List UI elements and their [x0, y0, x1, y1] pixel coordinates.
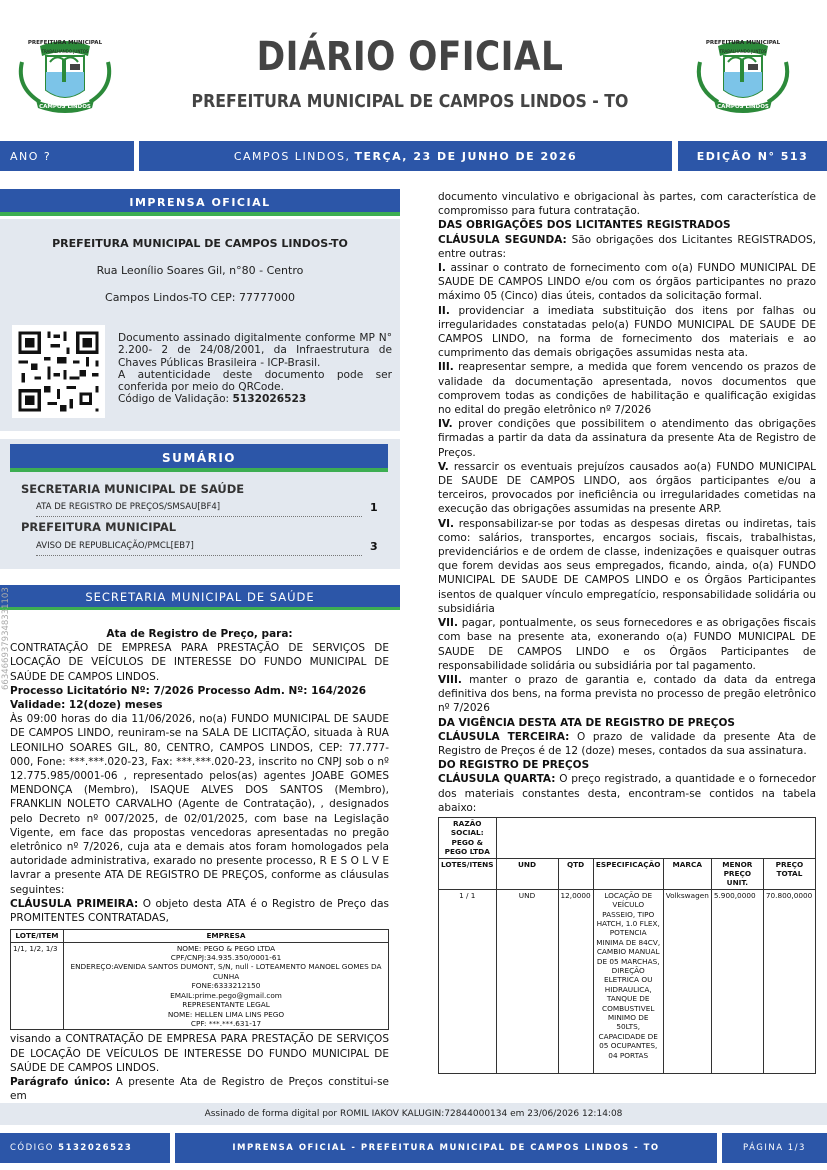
imprensa-address: Rua Leonílio Soares Gil, n°80 - Centro — [96, 264, 304, 277]
auth-text: A autenticidade deste documento pode ser conferida por meio do QRCode. — [118, 368, 392, 394]
section-header: SECRETARIA MUNICIPAL DE SAÚDE — [0, 585, 400, 610]
company-table — [10, 929, 389, 1030]
table-header: MARCA — [663, 858, 711, 889]
year-label: ANO ? — [0, 141, 134, 171]
table-cell: 1 / 1 — [439, 889, 497, 1073]
table-cell: 70.800,0000 — [763, 889, 815, 1073]
obligation-item: V. ressarcir os eventuais prejuízos causados ao(a) FUNDO MUNICIPAL DE SAUDE DE CAMPOS LINDO, aos órgãos participantes e/ou a terceiros, provocados por ineficiência ou irregularidades cometidas na execução das obrigações assumidas na presente ARP. — [438, 460, 816, 516]
summary-item[interactable]: AVISO DE REPUBLICAÇÃO/PMCL[EB7] — [36, 541, 362, 556]
footer-code: CÓDIGO 5132026523 — [0, 1133, 170, 1163]
signed-text: Documento assinado digitalmente conforme MP N° 2.200- 2 de 24/08/2001, da Infraestrutura de Chaves Públicas Brasileira - ICP-Brasil. — [118, 332, 392, 369]
table-header: LOTES/ITENS — [439, 858, 497, 889]
svg-text:TRABALHANDO JUNTOS: TRABALHANDO JUNTOS — [41, 49, 89, 54]
side-document-code: 6634669379348331103 — [1, 587, 11, 690]
svg-text:PREFEITURA MUNICIPAL: PREFEITURA MUNICIPAL — [27, 40, 103, 46]
paragraph-unico: Parágrafo único: A presente Ata de Registro de Preços constitui-se em — [10, 1075, 390, 1103]
lot-cell: 1/1, 1/2, 1/3 — [11, 942, 64, 1030]
summary-header: SUMÁRIO — [10, 444, 388, 472]
clause-3: CLÁUSULA TERCEIRA: O prazo de validade da presente Ata de Registro de Preços é de 12 (doze) meses, contados da sua assinatura. — [438, 730, 816, 757]
svg-text:TRABALHANDO JUNTOS: TRABALHANDO JUNTOS — [719, 49, 767, 54]
clause-1: CLÁUSULA PRIMEIRA: O objeto desta ATA é o Registro de Preço das PROMITENTES CONTRATADAS, — [10, 897, 390, 925]
validation-code: Código de Validação: 5132026523 — [118, 393, 307, 406]
summary-section-title: SECRETARIA MUNICIPAL DE SAÚDE — [21, 482, 245, 496]
table-row — [439, 889, 816, 1073]
digital-signature-line: Assinado de forma digital por ROMIL IAKOV KALUGIN:72844000134 em 23/06/2026 12:14:08 — [0, 1103, 827, 1125]
obligation-item: VIII. manter o prazo de garantia e, contado da data da entrega definitiva dos bens, na forma prevista no processo de pregão eletrônico nº 7/2026 — [438, 673, 816, 715]
table-header: MENOR PREÇO UNIT. — [711, 858, 763, 889]
imprensa-panel — [0, 189, 400, 431]
obligation-item: III. reapresentar sempre, a medida que forem vencendo os prazos de validade da documentação apresentada, novos documentos que comprovem todas as condições de habilitação e qualificação exigidas no edital do pregão eletrônico nº 7/2026 — [438, 361, 816, 417]
ata-object: CONTRATAÇÃO DE EMPRESA PARA PRESTAÇÃO DE SERVIÇOS DE LOCAÇÃO DE VEÍCULOS DE INTERESSE DO FUNDO MUNICIPAL DE SAÚDE DE CAMPOS LINDOS. — [10, 642, 389, 683]
clause-4: CLÁUSULA QUARTA: O preço registrado, a quantidade e o fornecedor dos materiais constantes desta, encontram-se contidos na tabela abaixo: — [438, 773, 816, 814]
imprensa-header: IMPRENSA OFICIAL — [0, 189, 400, 216]
table-cell: Volkswagen — [663, 889, 711, 1073]
imprensa-city: Campos Lindos-TO CEP: 77777000 — [105, 291, 295, 304]
table-header: UND — [496, 858, 558, 889]
table-blank — [496, 817, 815, 858]
table-header: ESPECIFICAÇÃO — [593, 858, 663, 889]
svg-text:CAMPOS LINDOS: CAMPOS LINDOS — [39, 104, 91, 110]
table-cell: LOCAÇÃO DE VEÍCULO PASSEIO, TIPO HATCH, 1.0 FLEX, POTENCIA MINIMA DE 84CV, CAMBIO MANUAL DE 05 MARCHAS, DIREÇÃO ELETRICA OU HIDRAULICA, TANQUE DE COMBUSTIVEL MINIMO DE 50LTS, CAPACIDADE DE 05 OCUPANTES, 04 PORTAS — [593, 889, 663, 1073]
masthead-subtitle: PREFEITURA MUNICIPAL DE CAMPOS LINDOS - TO — [191, 92, 629, 112]
municipal-seal-right — [688, 32, 798, 114]
razao-social-cell: RAZÃO SOCIAL: PEGO & PEGO LTDA — [439, 817, 497, 858]
edition-date — [139, 141, 672, 171]
clause-2: CLÁUSULA SEGUNDA: São obrigações dos Licitantes REGISTRADOS, entre outras: — [438, 233, 816, 260]
table-header: PREÇO TOTAL — [763, 858, 815, 889]
masthead-title: DIÁRIO OFICIAL — [256, 34, 564, 80]
footer-page: PÁGINA 1/3 — [722, 1133, 827, 1163]
process-number: Processo Licitatório Nº: 7/2026 Processo Adm. Nº: 164/2026 — [10, 684, 367, 697]
obligation-item: I. assinar o contrato de fornecimento com o(a) FUNDO MUNICIPAL DE SAUDE DE CAMPOS LINDO e/ou com os órgãos participantes no prazo máximo 05 (Cinco) dias úteis, contados da solicitação formal. — [438, 262, 816, 303]
summary-page: 3 — [370, 540, 378, 553]
obligation-item: IV. prover condições que possibilitem o atendimento das obrigações firmadas a partir da data da assinatura da presente Ata de Registro de Preços. — [438, 418, 816, 459]
right-column — [438, 190, 816, 1074]
obligations-heading: DAS OBRIGAÇÕES DOS LICITANTES REGISTRADOS — [438, 219, 731, 232]
summary-panel — [0, 439, 400, 569]
summary-item[interactable]: ATA DE REGISTRO DE PREÇOS/SMSAU[BF4] — [36, 502, 362, 517]
validity: Validade: 12(doze) meses — [10, 699, 163, 712]
summary-section-title: PREFEITURA MUNICIPAL — [21, 520, 177, 534]
edition-number: EDIÇÃO N° 513 — [678, 141, 827, 171]
company-cell: NOME: PEGO & PEGO LTDA CPF/CNPJ:34.935.350/0001-61 ENDEREÇO:AVENIDA SANTOS DUMONT, S/N, null - LOTEAMENTO MANOEL GOMES DA CUNHA FONE:6333212150 EMAIL:prime.pego@gmail.com REPRESENTANTE LEGAL NOME: HELLEN LIMA LINS PEGO CPF: ***.***.631-17 — [64, 942, 389, 1030]
after-table-text: visando a CONTRATAÇÃO DE EMPRESA PARA PRESTAÇÃO DE SERVIÇOS DE LOCAÇÃO DE VEÍCULOS DE INTERESSE DO FUNDO MUNICIPAL DE SAÚDE DE CAMPOS LINDOS. — [10, 1033, 389, 1074]
signature-notice — [118, 332, 392, 406]
date-label: TERÇA, 23 DE JUNHO DE 2026 — [354, 149, 578, 163]
table-cell: 5.900,0000 — [711, 889, 763, 1073]
table-cell: 12,0000 — [558, 889, 593, 1073]
footer-title: IMPRENSA OFICIAL - PREFEITURA MUNICIPAL DE CAMPOS LINDOS - TO — [175, 1133, 717, 1163]
imprensa-org: PREFEITURA MUNICIPAL DE CAMPOS LINDOS-TO — [52, 237, 348, 250]
obligation-item: II. providenciar a imediata substituição dos itens por falhas ou irregularidades constatadas pelo(a) FUNDO MUNICIPAL DE SAUDE DE CAMPOS LINDO, na forma de fornecimento dos materiais e ao cumprimento das demais obrigações assumidas nesta ata. — [438, 304, 816, 360]
price-table — [438, 817, 816, 1074]
price-registry-heading: DO REGISTRO DE PREÇOS — [438, 759, 590, 772]
left-column — [10, 627, 389, 1103]
table-header: EMPRESA — [64, 930, 389, 942]
ata-heading: Ata de Registro de Preço, para: — [106, 628, 293, 640]
table-header: QTD — [558, 858, 593, 889]
obligation-item: VII. pagar, pontualmente, os seus fornecedores e as obrigações fiscais com base na presente ata, exonerando o(a) FUNDO MUNICIPAL DE SAUDE DE CAMPOS LINDO e os Órgãos Participantes de responsabilidade solidária ou subsidiária por tal pagamento. — [438, 617, 816, 672]
svg-text:PREFEITURA MUNICIPAL: PREFEITURA MUNICIPAL — [705, 40, 781, 46]
municipal-seal-left — [10, 32, 120, 114]
summary-page: 1 — [370, 501, 378, 514]
intro-text: documento vinculativo e obrigacional às partes, com característica de compromisso para futura contratação. — [438, 191, 816, 218]
table-header: LOTE/ITEM — [11, 930, 64, 942]
ata-body: Às 09:00 horas do dia 11/06/2026, no(a) FUNDO MUNICIPAL DE SAUDE DE CAMPOS LINDO, reuniram-se na SALA DE LICITAÇÃO, situada à RUA LEONILHO SOARES GIL, 80, CENTRO, CAMPOS LINDOS, CEP: 77.777-000, Fone: ***.***.020-23, Fax: ***.***.020-23, inscrito no CNPJ sob o nº 12.775.985/0001-06 , representado pelos(as) agentes JOABE GOMES MENDONÇA (Membro), ISAQUE ALVES DOS SANTOS (Membro), FRANKLIN NOLETO CARVALHO (Agente de Contratação), , designados pelo Decreto nº 007/2025, de 02/01/2025, com base na Legislação Vigente, em face das propostas vencedoras apresentadas no pregão eletrônico nº 7/2026, cuja ata e demais atos foram homologados pela autoridade administrativa, exarado no presente processo, R E S O L V E lavrar a presente ATA DE REGISTRO DE PREÇOS, conforme as cláusulas seguintes: — [10, 713, 389, 896]
table-cell: UND — [496, 889, 558, 1073]
svg-text:CAMPOS LINDOS: CAMPOS LINDOS — [717, 104, 769, 110]
qr-code[interactable] — [12, 325, 105, 418]
validity-heading: DA VIGÊNCIA DESTA ATA DE REGISTRO DE PREÇOS — [438, 716, 735, 729]
obligation-item: VI. responsabilizar-se por todas as despesas diretas ou indiretas, tais como: salários, transportes, encargos sociais, fiscais, trabalhistas, previdenciários e de ordem de classe, indenizações e quaisquer outras que forem devidas aos seus empregados, ficando, ainda, o(a) FUNDO MUNICIPAL DE SAUDE DE CAMPOS LINDO e os Órgãos Participantes isentos de qualquer vínculo empregatício, responsabilidade solidária ou subsidiária — [438, 517, 816, 615]
city-label: CAMPOS LINDOS, — [233, 149, 351, 163]
